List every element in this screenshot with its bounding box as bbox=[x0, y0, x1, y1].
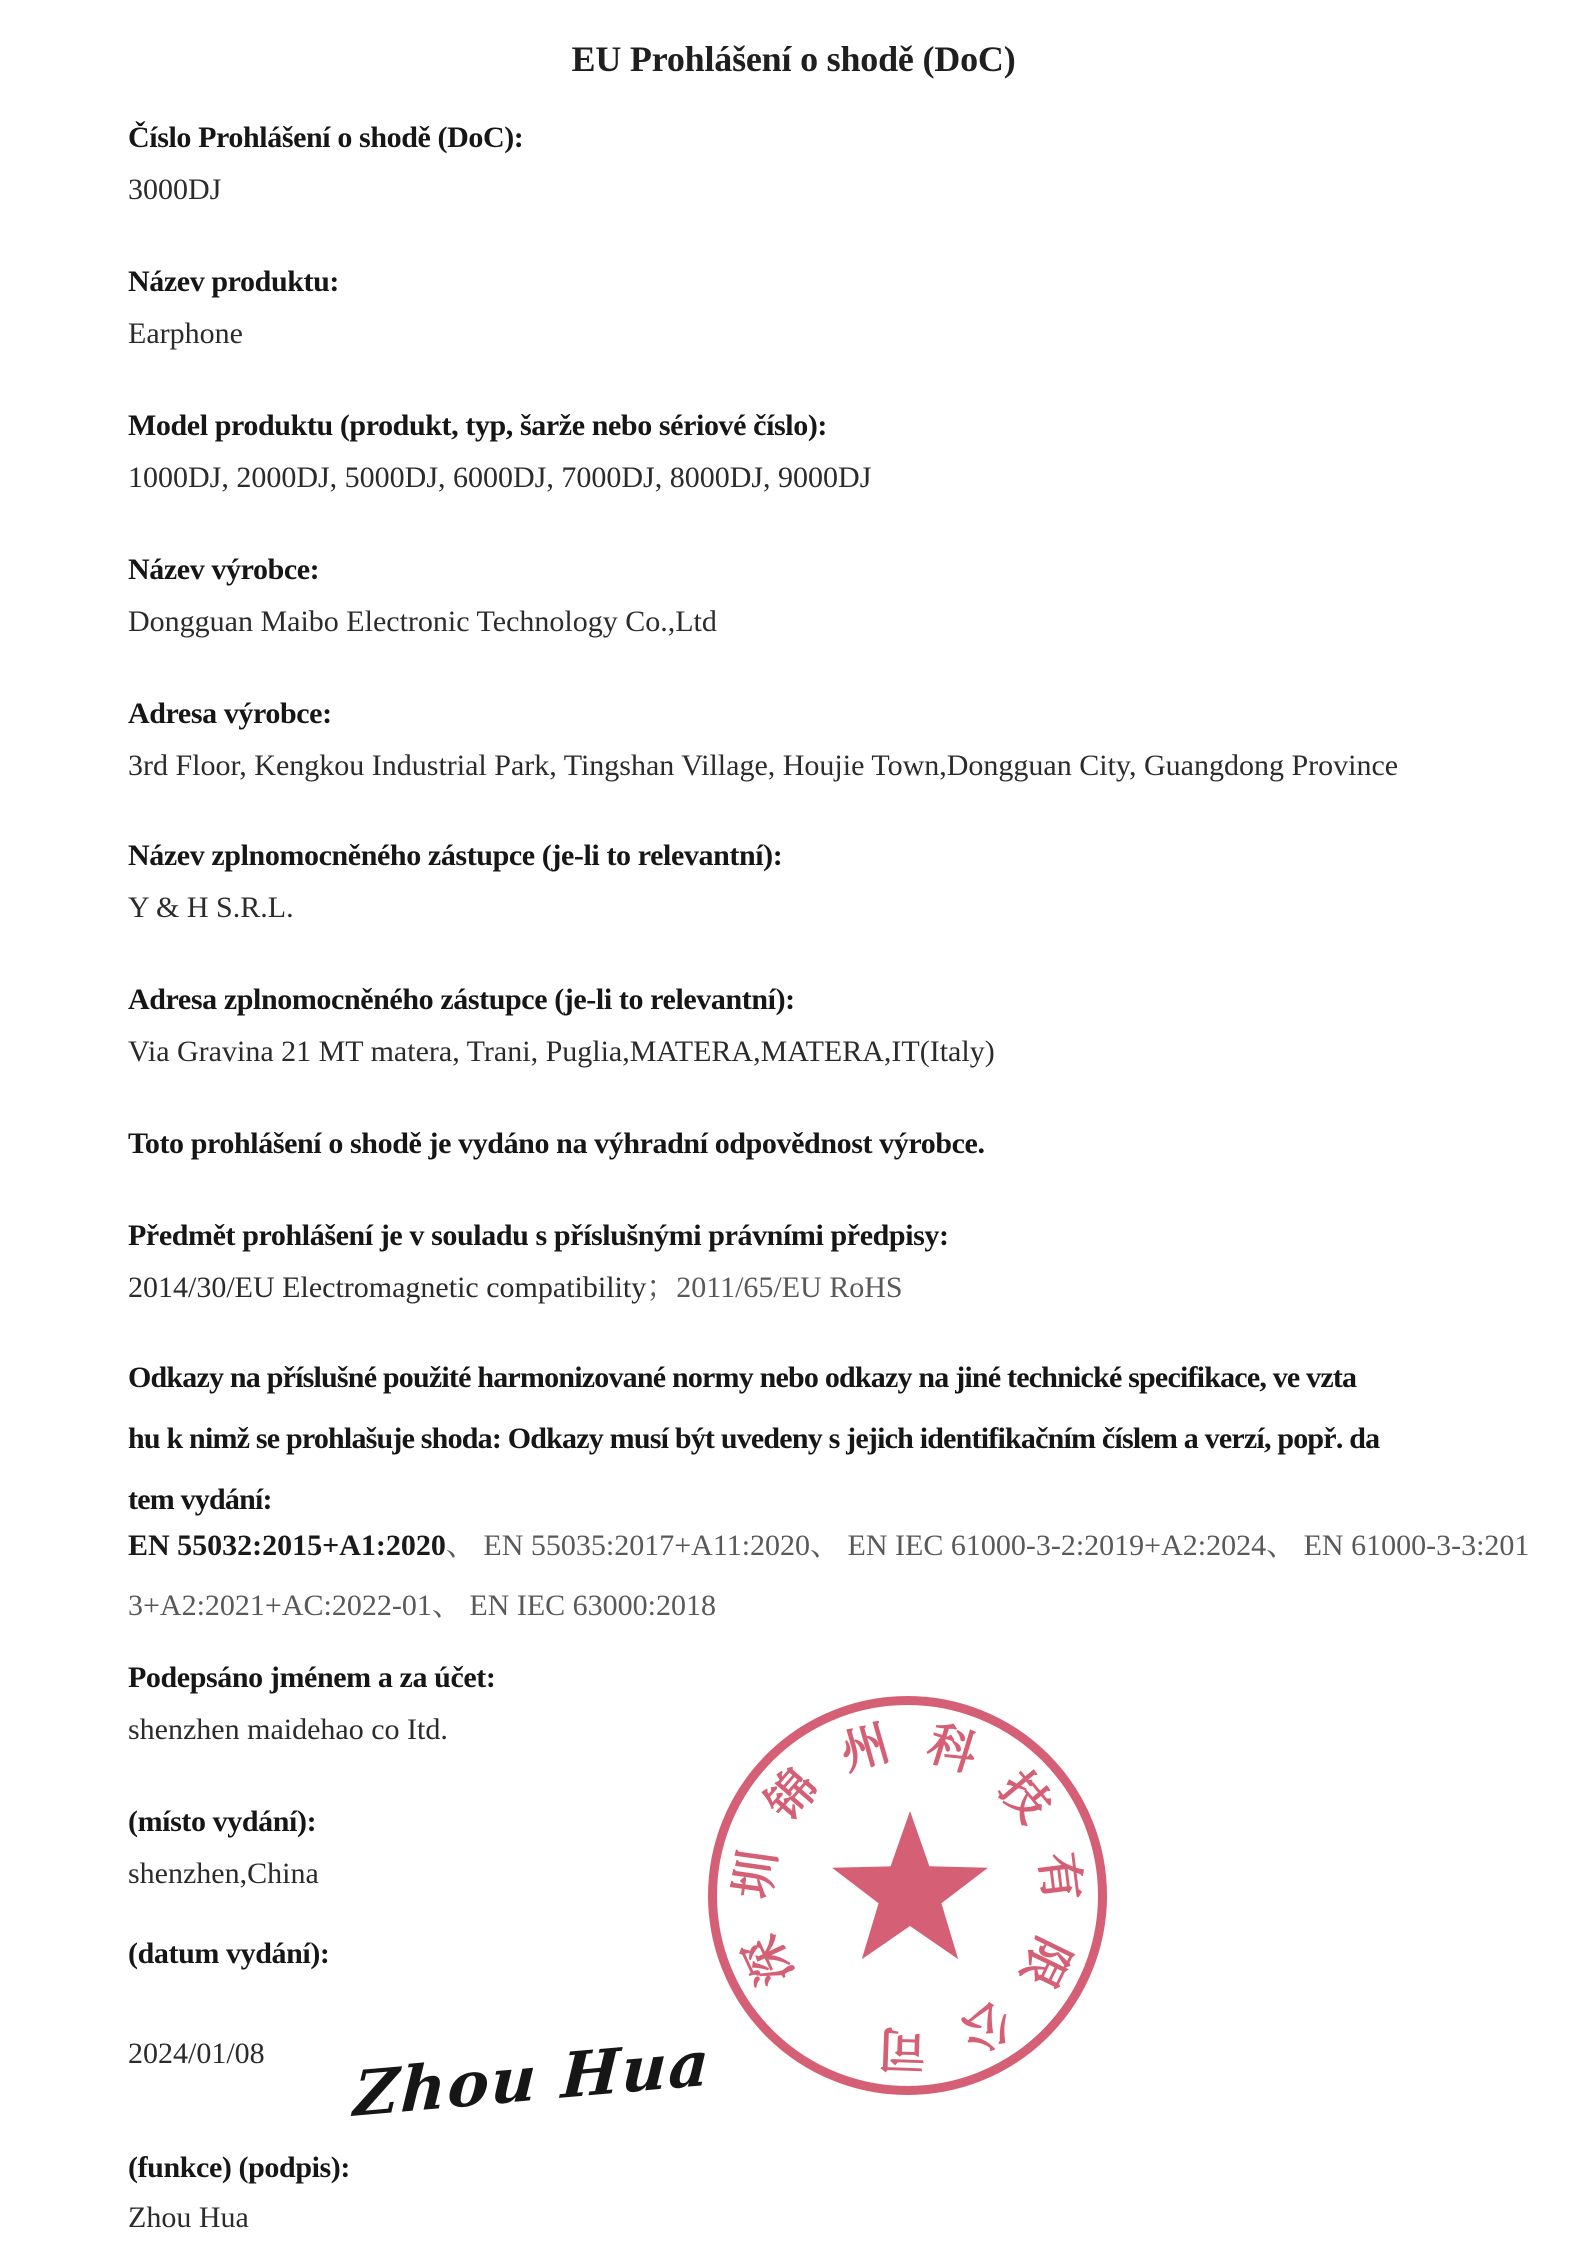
legislation-label: Předmět prohlášení je v souladu s příslušnými právními předpisy: bbox=[128, 1219, 949, 1252]
product-model-label: Model produktu (produkt, typ, šarže nebo sériové číslo): bbox=[128, 409, 828, 442]
standards-line1-rest: 、 EN 55035:2017+A11:2020、 EN IEC 61000-3-2:2019+A2:2024、 EN 61000-3-3:201 bbox=[445, 1529, 1530, 1562]
doc-title: EU Prohlášení o shodě (DoC) bbox=[571, 39, 1016, 79]
representative-name-label: Název zplnomocněného zástupce (je-li to relevantní): bbox=[128, 839, 783, 872]
standards-label-line-3: tem vydání: bbox=[128, 1483, 272, 1516]
stamp-character: 科 bbox=[921, 1715, 984, 1783]
stamp-character: 公 bbox=[951, 1990, 1022, 2063]
standard-en55032: EN 55032:2015+A1:2020 bbox=[128, 1529, 446, 1562]
product-name-label: Název produktu: bbox=[128, 265, 339, 298]
responsibility-statement: Toto prohlášení o shodě je vydáno na výhradní odpovědnost výrobce. bbox=[128, 1127, 985, 1160]
handwritten-signature: Zhou Hua bbox=[352, 2026, 713, 2131]
stamp-character: 技 bbox=[987, 1760, 1062, 1834]
legislation-primary: 2014/30/EU Electromagnetic compatibility bbox=[128, 1271, 647, 1304]
company-stamp bbox=[700, 1688, 1115, 2103]
standards-value-line-2: 3+A2:2021+AC:2022-01、 EN IEC 63000:2018 bbox=[128, 1589, 716, 1622]
standards-label-line-2: hu k nimž se prohlašuje shoda: Odkazy musí být uvedeny s jejich identifikačním číslem a verzí, popř. da bbox=[128, 1422, 1380, 1455]
manufacturer-address-value: 3rd Floor, Kengkou Industrial Park, Tingshan Village, Houjie Town,Dongguan City, Guangdong Province bbox=[128, 749, 1399, 782]
legislation-secondary: ；2011/65/EU RoHS bbox=[646, 1271, 903, 1304]
manufacturer-name-value: Dongguan Maibo Electronic Technology Co.,Ltd bbox=[128, 605, 717, 638]
doc-number-value: 3000DJ bbox=[128, 173, 222, 206]
signed-for-value: shenzhen maidehao co Itd. bbox=[128, 1713, 448, 1746]
stamp-character: 圳 bbox=[724, 1846, 788, 1902]
standards-label-line-1: Odkazy na příslušné použité harmonizované normy nebo odkazy na jiné technické specifikace, ve vzta bbox=[128, 1361, 1357, 1394]
representative-address-label: Adresa zplnomocněného zástupce (je-li to relevantní): bbox=[128, 983, 795, 1016]
manufacturer-address-label: Adresa výrobce: bbox=[128, 697, 332, 730]
stamp-character: 深 bbox=[733, 1926, 805, 1994]
function-signature-label: (funkce) (podpis): bbox=[128, 2151, 350, 2184]
representative-address-value: Via Gravina 21 MT matera, Trani, Puglia,MATERA,MATERA,IT(Italy) bbox=[128, 1035, 995, 1068]
date-of-issue-value: 2024/01/08 bbox=[128, 2037, 265, 2070]
place-of-issue-label: (místo vydání): bbox=[128, 1805, 317, 1838]
product-name-value: Earphone bbox=[128, 317, 243, 350]
signatory-name: Zhou Hua bbox=[128, 2201, 249, 2234]
place-of-issue-value: shenzhen,China bbox=[128, 1857, 319, 1890]
stamp-character: 司 bbox=[877, 2019, 928, 2078]
stamp-character: 锦 bbox=[755, 1758, 829, 1832]
stamp-character: 州 bbox=[834, 1714, 897, 1782]
date-of-issue-label: (datum vydání): bbox=[128, 1937, 330, 1970]
representative-name-value: Y & H S.R.L. bbox=[128, 891, 294, 924]
stamp-character: 限 bbox=[1009, 1928, 1081, 1997]
star-icon bbox=[832, 1811, 988, 1959]
standards-value-line-1 bbox=[128, 1526, 1529, 1568]
manufacturer-name-label: Název výrobce: bbox=[128, 553, 320, 586]
legislation-value bbox=[128, 1268, 903, 1310]
stamp-character: 有 bbox=[1028, 1849, 1091, 1905]
product-model-value: 1000DJ, 2000DJ, 5000DJ, 6000DJ, 7000DJ, 8000DJ, 9000DJ bbox=[128, 461, 872, 494]
doc-number-label: Číslo Prohlášení o shodě (DoC): bbox=[128, 121, 524, 154]
signed-for-label: Podepsáno jménem a za účet: bbox=[128, 1661, 496, 1694]
